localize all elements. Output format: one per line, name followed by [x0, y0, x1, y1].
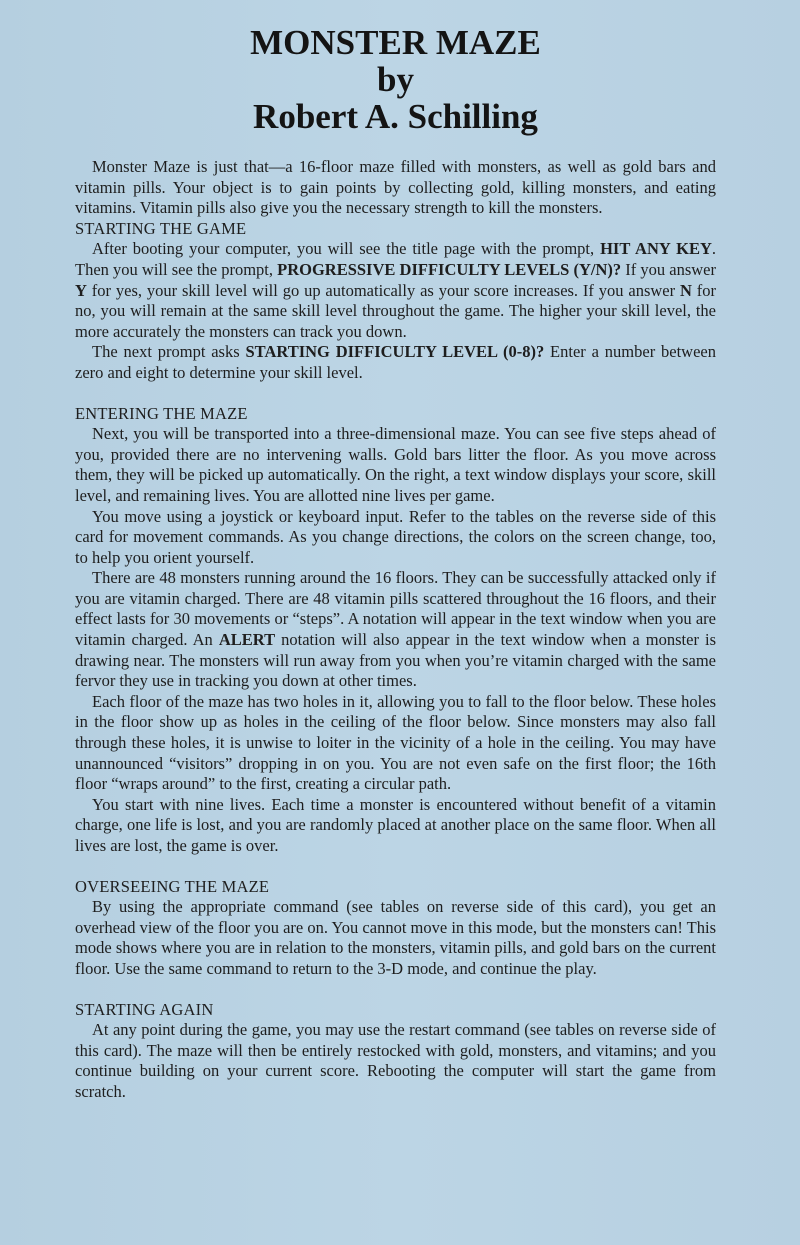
section-heading-entering-maze: ENTERING THE MAZE [75, 403, 248, 423]
byline-by: by [377, 60, 414, 99]
entering-maze-paragraph-1: Next, you will be transported into a three-dimensional maze. You can see five steps ahead of you, provided there are no intervening walls. Gold bars litter the floor. As you move across them, they will be picked up automatically. On the right, a text window displays your score, skill level, and remaining lives. You are allotted nine lives per game. [75, 424, 716, 505]
section-divider-space [75, 980, 716, 1000]
entering-maze-paragraph-5: You start with nine lives. Each time a monster is encountered without benefit of a vitamin charge, one life is lost, and you are randomly placed at another place on the same floor. When all lives are lost, the game is over. [75, 794, 716, 855]
intro-paragraph: Monster Maze is just that—a 16-floor maze filled with monsters, as well as gold bars and vitamin pills. Your object is to gain points by collecting gold, killing monsters, and eating vitamins. Vitamin pills also give you the necessary strength to kill the monsters. [75, 157, 716, 218]
section-divider-space [75, 384, 716, 404]
entering-maze-paragraph-4: Each floor of the maze has two holes in it, allowing you to fall to the floor below. These holes in the floor show up as holes in the ceiling of the floor below. Since monsters may also fall through these holes, it is unwise to loiter in the vicinity of a hole in the ceiling. You may have unannounced “visitors” dropping in on you. You are not even safe on the first floor; the 16th floor “wraps around” to the first, creating a circular path. [75, 691, 716, 794]
section-divider-space [75, 857, 716, 877]
section-heading-starting-game: STARTING THE GAME [75, 218, 247, 238]
section-heading-overseeing-maze: OVERSEEING THE MAZE [75, 876, 270, 896]
entering-maze-paragraph-2: You move using a joystick or keyboard input. Refer to the tables on the reverse side of this card for movement commands. As you change directions, the colors on the screen change, too, to help you orient yourself. [75, 506, 716, 567]
starting-game-paragraph-1: After booting your computer, you will see the title page with the prompt, HIT ANY KEY. Then you will see the prompt, PROGRESSIVE DIFFICULTY LEVELS (Y/N)? If you answer Y for yes, your skill level will go up automatically as your score increases. If you answer N for no, you will remain at the same skill level throughout the game. The higher your skill level, the more accurately the monsters can track you down. [75, 239, 716, 341]
overseeing-maze-paragraph: By using the appropriate command (see tables on reverse side of this card), you get an overhead view of the floor you are on. You cannot move in this mode, but the monsters can! This mode shows where you are in relation to the monsters, vitamin pills, and gold bars on the current floor. Use the same command to return to the 3-D mode, and continue the play. [75, 897, 716, 978]
starting-game-paragraph-2: The next prompt asks STARTING DIFFICULTY LEVEL (0-8)? Enter a number between zero and eight to determine your skill level. [75, 342, 716, 382]
starting-again-paragraph: At any point during the game, you may use the restart command (see tables on reverse side of this card). The maze will then be entirely restocked with gold, monsters, and vitamins; and you continue building on your current score. Rebooting the computer will start the game from scratch. [75, 1020, 716, 1101]
section-heading-starting-again: STARTING AGAIN [75, 999, 214, 1019]
title-block [75, 24, 716, 135]
entering-maze-paragraph-3: There are 48 monsters running around the 16 floors. They can be successfully attacked only if you are vitamin charged. There are 48 vitamin pills scattered throughout the 16 floors, and their effect lasts for 30 movements or “steps”. A notation will appear in the text window when you are vitamin charged. An ALERT notation will also appear in the text window when a monster is drawing near. The monsters will run away from you when you’re vitamin charged with the same fervor they use in tracking you down at other times. [75, 568, 716, 691]
page-title: MONSTER MAZE [250, 23, 541, 62]
author-name: Robert A. Schilling [253, 97, 538, 136]
